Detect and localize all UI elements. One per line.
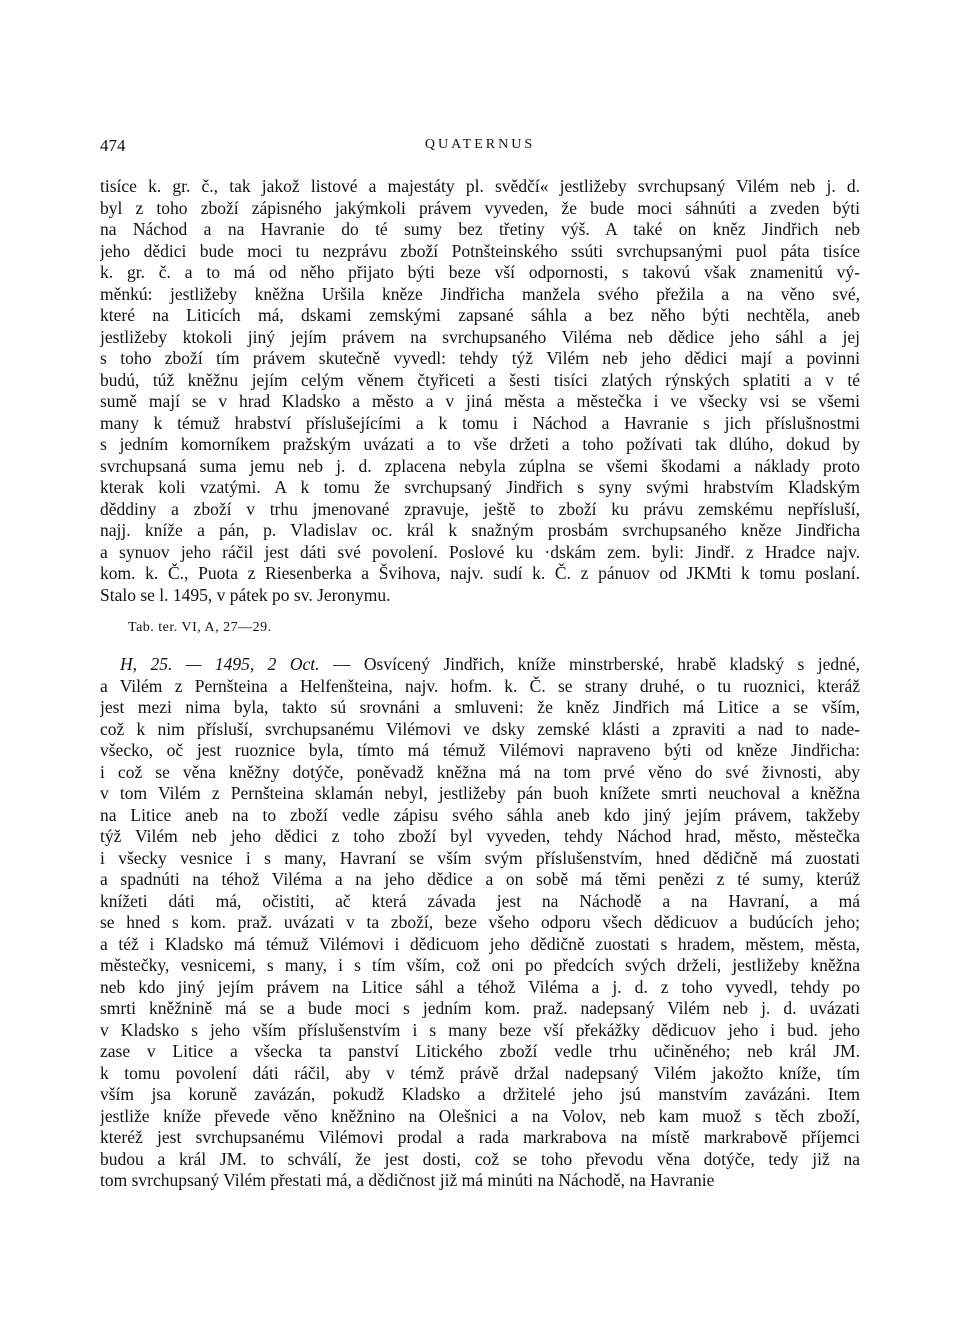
text-line: všecko, oč jest ruoznice byla, tímto má témuž Vilémovi napraveno býti od kněze Jindřicha: bbox=[100, 740, 860, 760]
text-line: v tom Vilém z Pernšteina sklamán nebyl, jestližeby pán buoh knížete smrti neuchoval a kněžna bbox=[100, 783, 860, 803]
page-header bbox=[100, 136, 860, 162]
text-line: jest mezi nima byla, takto sú srovnáni a smluveni: že kněz Jindřich má Litice a se vším, bbox=[100, 697, 860, 717]
text-line: jestližeby ktokoli jiný jejím právem na svrchupsaného Viléma neb dědice jeho sáhl a jej bbox=[100, 326, 860, 347]
text-line: vším jsa koruně zavázán, pokudž Kladsko a držitelé jeho jsú manstvím zavázáni. Item bbox=[100, 1084, 860, 1104]
text-line: městečky, vesnicemi, s many, i s tím vším, což oni po předcích svých drželi, jestližeby kněžna bbox=[100, 955, 860, 975]
entry-2-first-line bbox=[100, 654, 860, 676]
text-line: byl z toho zboží zápisného jakýmkoli právem vyveden, že bude moci sáhnúti a zveden býti bbox=[100, 197, 860, 218]
text-line: i což se věna kněžny dotýče, poněvadž kněžna má na tom prvé věno do své živnosti, aby bbox=[100, 761, 860, 782]
text-line: zase v Litice a všecka ta panství Litického zboží vedle trhu učiněného; neb král JM. bbox=[100, 1041, 860, 1061]
entry-2-text bbox=[100, 654, 860, 1192]
text-line: sumě mají se v hrad Kladsko a město a v jiná města a městečka i ve všecky vsi se všemi bbox=[100, 391, 860, 411]
text-line: k tomu povolení dáti ráčil, aby v témž právě držal nadepsaný Vilém jakožto kníže, tím bbox=[100, 1062, 860, 1083]
entry-2-lines bbox=[100, 676, 860, 1192]
text-line: které na Liticích má, dskami zemskými zapsané sáhla a bez něho býti nechtěla, aneb bbox=[100, 305, 860, 325]
text-line: což k nim přísluší, svrchupsanému Vilémovi ve dsky zemské klásti a zpraviti a nad to nade- bbox=[100, 718, 860, 739]
text-line: a též i Kladsko má témuž Vilémovi i dědicuom jeho dědičně zuostati s hradem, městem, města, bbox=[100, 933, 860, 954]
text-line: tom svrchupsaný Vilém přestati má, a dědičnost již má minúti na Náchodě, na Havranie bbox=[100, 1170, 715, 1190]
text-line: i všecky vesnice i s many, Havraní se vším svým příslušenstvím, hned dědičně má zuostati bbox=[100, 847, 860, 868]
text-line: a Vilém z Pernšteina a Helfenšteina, najv. hofm. k. Č. se strany druhé, o tu ruoznici, kteráž bbox=[100, 675, 860, 696]
text-line: se hned s kom. praž. uvázati v ta zboží, beze všeho odporu všech dědicuov a budúcích jeho; bbox=[100, 912, 860, 932]
text-line: kterak koli vzatými. A k tomu že svrchupsaný Jindřich s syny svými hrabstvím Kladským bbox=[100, 477, 860, 497]
text-line: many k témuž hrabství příslušejícími a k tomu i Náchod a Havranie s jich příslušnostmi bbox=[100, 412, 860, 433]
text-line: tisíce k. gr. č., tak jakož listové a majestáty pl. svědčí« jestližeby svrchupsaný Vilém neb j. d. bbox=[100, 176, 860, 196]
text-line: týž Vilém neb jeho dědici z toho zboží byl vyveden, tehdy Náchod hrad, město, městečka bbox=[100, 826, 860, 846]
text-line: děddiny a zboží v trhu jmenované zpravuje, ještě to zboží ku právu zemskému nepřísluší, bbox=[100, 498, 860, 519]
text-line: s jedním komorníkem pražským uvázati a to vše držeti a toho požívati tak dlúho, dokud by bbox=[100, 434, 860, 454]
text-line: jestliže kníže převede věno kněžnino na Olešnici a na Volov, neb kam muož s těch zboží, bbox=[100, 1105, 860, 1126]
text-line: knížeti dáti má, očistiti, ač která závada jest na Náchodě a na Havraní, a má bbox=[100, 890, 860, 911]
page-number: 474 bbox=[100, 136, 126, 155]
text-line: budou a král JM. to schválí, že jest dosti, což se toho převodu věna dotýče, tedy již na bbox=[100, 1148, 860, 1169]
text-line: budú, túž kněžnu jejím celým věnem čtyřiceti a šesti tisíci zlatých rýnských splatiti a v té bbox=[100, 369, 860, 390]
source-citation: Tab. ter. VI, A, 27—29. bbox=[128, 620, 272, 635]
text-line: s toho zboží tím právem skutečně vyvedl: tehdy týž Vilém neb jeho dědici mají a povinni bbox=[100, 348, 860, 368]
entry-2-reference: H, 25. — 1495, 2 Oct. bbox=[120, 654, 320, 674]
text-line: najj. kníže a pán, p. Vladislav oc. král k snažným prosbám svrchupsaného kněze Jindřicha bbox=[100, 520, 860, 540]
text-line: smrti kněžnině má se a bude moci s jedním kom. praž. nadepsaný Vilém neb j. d. uvázati bbox=[100, 998, 860, 1018]
text-line: kteréž jest svrchupsanému Vilémovi prodal a rada markrabova na místě markrabově příjemci bbox=[100, 1127, 860, 1147]
text-line: a synuov jeho ráčil jest dáti své povolení. Poslové ku ·dskám zem. byli: Jindř. z Hradce najv. bbox=[100, 541, 860, 562]
running-title: QUATERNUS bbox=[424, 137, 536, 152]
text-line: kom. k. Č., Puota z Riesenberka a Švihova, najv. sudí k. Č. z pánuov od JKMti k tomu poslaní. bbox=[100, 563, 860, 583]
text-line: na Náchod a na Havranie do té sumy bez třetiny výš. A také on kněz Jindřich neb bbox=[100, 219, 860, 239]
text-line: k. gr. č. a to má od něho přijato býti beze vší odpornosti, s takovú však znamenitú vý- bbox=[100, 262, 860, 282]
text-line: jeho dědici bude moci tu nezprávu zboží Potnšteinského ssúti svrchupsanými puol páta tisíce bbox=[100, 240, 860, 261]
text-line: v Kladsko s jeho vším příslušenstvím i s many beze vší překážky dědicuov jeho i bud. jeho bbox=[100, 1019, 860, 1040]
text-line: a spadnúti na téhož Viléma a na jeho dědice a on sobě má těmi penězi z té sumy, kterúž bbox=[100, 869, 860, 889]
entry-2-first-line-text: — Osvícený Jindřich, kníže minstrberské, hrabě kladský s jedné, bbox=[332, 654, 860, 674]
text-line: Stalo se l. 1495, v pátek po sv. Jeronymu. bbox=[100, 584, 391, 605]
text-line: na Litice aneb na to zboží vedle zápisu svého sáhla aneb kdo jiný jejím právem, takžeby bbox=[100, 804, 860, 825]
text-line: měnkú: jestližeby kněžna Uršila kněze Jindřicha manžela svého přežila a na věno své, bbox=[100, 283, 860, 304]
entry-1-text bbox=[100, 176, 860, 606]
text-line: svrchupsaná suma jemu neb j. d. zplacena nebyla zúplna se všemi škodami a náklady proto bbox=[100, 455, 860, 476]
text-line: neb kdo jiný jejím právem na Litice sáhl a téhož Viléma a j. d. z toho vyvedl, tehdy po bbox=[100, 976, 860, 997]
